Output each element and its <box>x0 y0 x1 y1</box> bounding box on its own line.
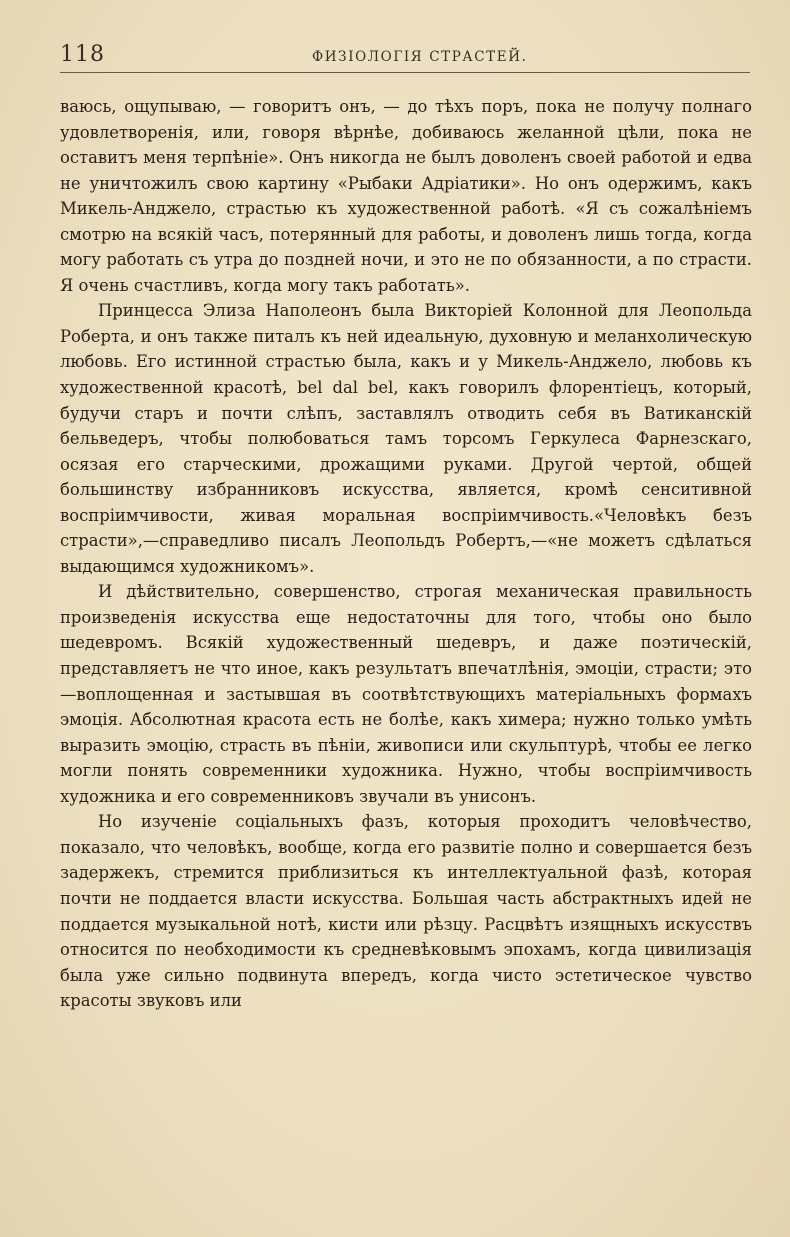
body-text <box>60 94 752 1014</box>
paragraph: Но изученіе соціальныхъ фазъ, которыя проходитъ человѣчество, показало, что человѣкъ, вообще, когда его развитіе полно и совершается безъ задержекъ, стремится приблизиться къ интеллектуальной фазѣ, которая почти не поддается власти искусства. Большая часть абстрактныхъ идей не поддается музыкальной нотѣ, кисти или рѣзцу. Расцвѣтъ изящныхъ искусствъ относится по необходимости къ средневѣковымъ эпохамъ, когда цивилизація была уже сильно подвинута впередъ, когда чисто эстетическое чувство красоты звуковъ или <box>60 812 752 1011</box>
header-rule <box>60 72 750 73</box>
paragraph: Принцесса Элиза Наполеонъ была Викторіей Колонной для Леопольда Роберта, и онъ также питалъ къ ней идеальную, духовную и меланхолическую любовь. Его истинной страстью была, какъ и у Микель-Анджело, любовь къ художественной красотѣ, bel dal bel, какъ говорилъ флорентіецъ, который, будучи старъ и почти слѣпъ, заставлялъ отводить себя въ Ватиканскій бельведеръ, чтобы полюбоваться тамъ торсомъ Геркулеса Фарнезскаго, осязая его старческими, дрожащими руками. Другой чертой, общей большинству избранниковъ искусства, является, кромѣ сенситивной воспріимчивости, живая моральная воспріимчивость.«Человѣкъ безъ страсти»,—справедливо писалъ Леопольдъ Робертъ,—«не можетъ сдѣлаться выдающимся художникомъ». <box>60 301 752 576</box>
paragraph-continued: ваюсь, ощупываю, — говоритъ онъ, — до тѣхъ поръ, пока не получу полнаго удовлетворенія, или, говоря вѣрнѣе, добиваюсь желанной цѣли, пока не оставитъ меня терпѣніе». Онъ никогда не былъ доволенъ своей работой и едва не уничтожилъ свою картину «Рыбаки Адріатики». Но онъ одержимъ, какъ Микель-Анджело, страстью къ художественной работѣ. «Я съ сожалѣніемъ смотрю на всякій часъ, потерянный для работы, и доволенъ лишь тогда, когда могу работать съ утра до поздней ночи, и это не по обязанности, а по страсти. Я очень счастливъ, когда могу такъ работать». <box>60 97 752 295</box>
running-head <box>60 40 750 76</box>
paragraph: И дѣйствительно, совершенство, строгая механическая правильность произведенія искусства еще недостаточны для того, чтобы оно было шедевромъ. Всякій художественный шедевръ, и даже поэтическій, представляетъ не что иное, какъ результатъ впечатлѣнія, эмоціи, страсти; это—воплощенная и застывшая въ соотвѣтствующихъ матеріальныхъ формахъ эмоція. Абсолютная красота есть не болѣе, какъ химера; нужно только умѣть выразить эмоцію, страсть въ пѣніи, живописи или скульптурѣ, чтобы ее легко могли понять современники художника. Нужно, чтобы воспріимчивость художника и его современниковъ звучали въ унисонъ. <box>60 582 752 806</box>
page-number: 118 <box>60 42 105 67</box>
running-title: ФИЗІОЛОГІЯ СТРАСТЕЙ. <box>312 49 528 65</box>
